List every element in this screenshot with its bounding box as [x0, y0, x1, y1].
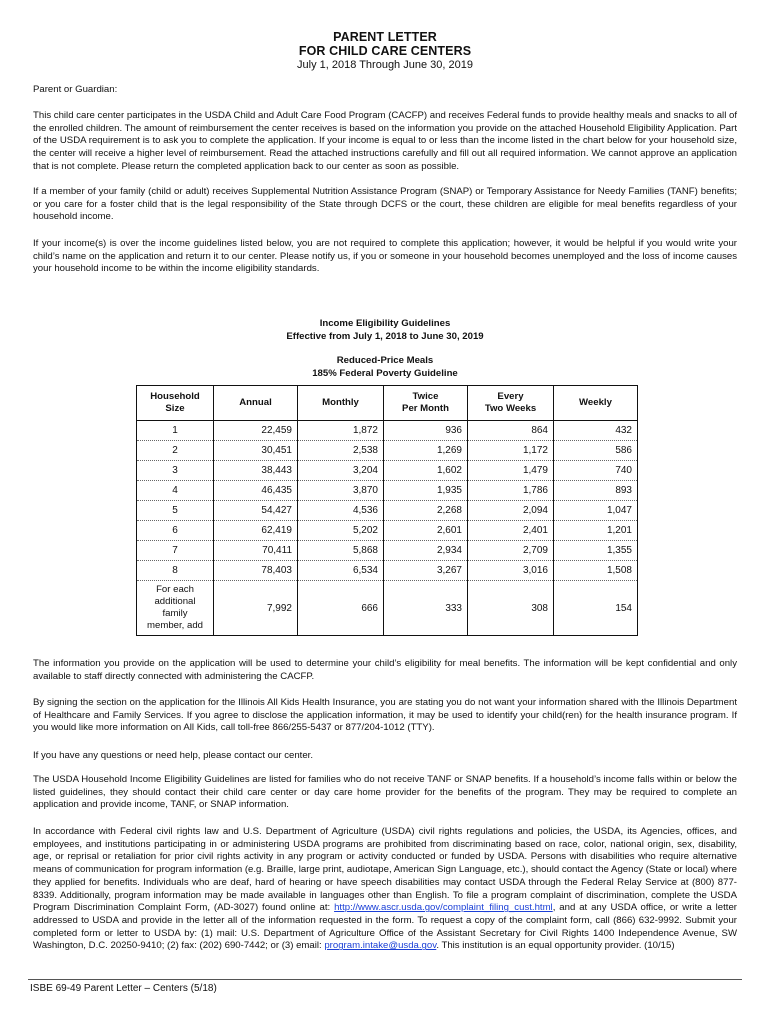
cell-annual: 78,403 [214, 561, 298, 581]
cell-weekly: 1,508 [554, 561, 638, 581]
cell-annual: 62,419 [214, 521, 298, 541]
guidelines-heading [0, 318, 770, 343]
cell-size: 4 [137, 481, 214, 501]
cell-annual: 46,435 [214, 481, 298, 501]
cell-every: 3,016 [468, 561, 554, 581]
table-row [137, 521, 638, 541]
cell-weekly: 432 [554, 421, 638, 441]
cell-every: 2,709 [468, 541, 554, 561]
cell-monthly: 666 [298, 581, 384, 636]
cell-twice: 2,934 [384, 541, 468, 561]
income-eligibility-table [136, 385, 638, 636]
program-intake-email-link[interactable]: program.intake@usda.gov [324, 940, 437, 952]
cell-twice: 2,268 [384, 501, 468, 521]
table-row [137, 461, 638, 481]
table-row [137, 501, 638, 521]
guidelines-subheading [0, 355, 770, 380]
header-household-size: Household Size [137, 386, 214, 421]
cell-size: 6 [137, 521, 214, 541]
cell-monthly: 1,872 [298, 421, 384, 441]
paragraph-questions: If you have any questions or need help, please contact our center. [33, 750, 314, 761]
table-row [137, 541, 638, 561]
paragraph-confidential: The information you provide on the application will be used to determine your child’s eligibility for meal benefits. The information will be kept confidential and only available to staff directly connected with administering the CACFP. [33, 658, 737, 682]
table-row [137, 561, 638, 581]
cell-every: 2,094 [468, 501, 554, 521]
cell-size: 2 [137, 441, 214, 461]
paragraph-snap-tanf: If a member of your family (child or adult) receives Supplemental Nutrition Assistance Program (SNAP) or Temporary Assistance for Needy Families (TANF) benefits; or you care for a foster child that is the legal responsibility of the State through DCFS or the court, these children are eligible for meal benefits regardless of your household income. [33, 186, 737, 223]
table-row [137, 481, 638, 501]
cell-every: 1,786 [468, 481, 554, 501]
cell-weekly: 1,047 [554, 501, 638, 521]
cell-size: 8 [137, 561, 214, 581]
paragraph-all-kids: By signing the section on the application for the Illinois All Kids Health Insurance, you are stating you do not want your information shared with the Illinois Department of Healthcare and Family Services. If you agree to disclose the application information, it may be used to identify your child(ren) for the health insurance program. If you would like more information on All Kids, call toll-free 866/255-5437 or 877/204-1012 (TTY). [33, 697, 737, 734]
paragraph-civil-rights: In accordance with Federal civil rights law and U.S. Department of Agriculture (USDA) civil rights regulations and policies, the USDA, its Agencies, offices, and employees, and institutions participating in or administering USDA programs are prohibited from discriminating based on race, color, national origin, sex, disability, age, or reprisal or retaliation for prior civil rights activity in any program or activity conducted or funded by USDA. Persons with disabilities who require alternative means of communication for program information (e.g. Braille, large print, audiotape, American Sign Language, etc.), should contact the Agency (State or local) where they applied for benefits. Individuals who are deaf, hard of hearing or have speech disabilities may contact USDA through the Federal Relay Service at (800) 877-8339. Additionally, program information may be made available in languages other than English. To file a program complaint of discrimination, complete the USDA Program Discrimination Complaint Form, (AD-3027) found online at: http://www.ascr.usda.gov/complaint_filing_cust.html, and at any USDA office, or write a letter addressed to USDA and provide in the letter all of the information requested in the form. To request a copy of the complaint form, call (866) 632-9992. Submit your completed form or letter to USDA by: (1) mail: U.S. Department of Agriculture Office of the Assistant Secretary for Civil Rights 1400 Independence Avenue, SW Washington, D.C. 20250-9410; (2) fax: (202) 690-7442; or (3) email: program.intake@usda.gov. This institution is an equal opportunity provider. (10/15) [33, 826, 737, 952]
cell-twice: 2,601 [384, 521, 468, 541]
header-monthly: Monthly [298, 386, 384, 421]
cell-twice: 333 [384, 581, 468, 636]
reduced-price-label: Reduced-Price Meals [336, 355, 434, 366]
form-footer: ISBE 69-49 Parent Letter – Centers (5/18) [30, 983, 217, 994]
cell-twice: 1,602 [384, 461, 468, 481]
cell-weekly: 1,201 [554, 521, 638, 541]
cell-annual: 38,443 [214, 461, 298, 481]
cell-weekly: 740 [554, 461, 638, 481]
cell-additional-label: For each additional family member, add [137, 581, 214, 636]
cell-twice: 1,935 [384, 481, 468, 501]
cell-monthly: 5,868 [298, 541, 384, 561]
cell-annual: 7,992 [214, 581, 298, 636]
cell-twice: 1,269 [384, 441, 468, 461]
cell-weekly: 154 [554, 581, 638, 636]
cell-annual: 22,459 [214, 421, 298, 441]
cell-every: 1,479 [468, 461, 554, 481]
header-weekly: Weekly [554, 386, 638, 421]
cell-every: 864 [468, 421, 554, 441]
cell-every: 1,172 [468, 441, 554, 461]
header-annual: Annual [214, 386, 298, 421]
cell-weekly: 586 [554, 441, 638, 461]
letter-header [0, 30, 770, 72]
cell-size: 5 [137, 501, 214, 521]
cell-weekly: 893 [554, 481, 638, 501]
cell-monthly: 4,536 [298, 501, 384, 521]
cell-monthly: 5,202 [298, 521, 384, 541]
cell-annual: 70,411 [214, 541, 298, 561]
period-subtitle: July 1, 2018 Through June 30, 2019 [297, 59, 473, 71]
cell-size: 1 [137, 421, 214, 441]
table-row [137, 421, 638, 441]
table-row-additional-member [137, 581, 638, 636]
table-row [137, 441, 638, 461]
header-twice-per-month: Twice Per Month [384, 386, 468, 421]
salutation: Parent or Guardian: [33, 84, 118, 95]
complaint-form-link[interactable]: http://www.ascr.usda.gov/complaint_filing_cust.html [334, 902, 553, 914]
title-line-2: FOR CHILD CARE CENTERS [298, 44, 472, 58]
cell-monthly: 2,538 [298, 441, 384, 461]
cell-every: 308 [468, 581, 554, 636]
cell-size: 3 [137, 461, 214, 481]
cell-twice: 936 [384, 421, 468, 441]
guidelines-title: Income Eligibility Guidelines [319, 318, 451, 329]
cell-annual: 54,427 [214, 501, 298, 521]
cell-twice: 3,267 [384, 561, 468, 581]
header-every-two-weeks: Every Two Weeks [468, 386, 554, 421]
table-header-row [137, 386, 638, 421]
paragraph-over-income: If your income(s) is over the income guidelines listed below, you are not required to complete this application; however, it would be helpful if you would write your child’s name on the application and return it to our center. Please notify us, if you or someone in your household becomes unemployed and the loss of income causes your household income to be within the income eligibility standards. [33, 238, 737, 275]
title-line-1: PARENT LETTER [333, 30, 437, 44]
guidelines-effective: Effective from July 1, 2018 to June 30, 2019 [286, 330, 484, 342]
cell-monthly: 6,534 [298, 561, 384, 581]
cell-monthly: 3,204 [298, 461, 384, 481]
cell-every: 2,401 [468, 521, 554, 541]
paragraph-income-guidelines: The USDA Household Income Eligibility Guidelines are listed for families who do not receive TANF or SNAP benefits. If a household’s income falls within or below the listed guidelines, they should contact their child care center or day care home provider for the benefits of the program. They may be required to complete an application and provide income, TANF, or SNAP information. [33, 774, 737, 811]
poverty-guideline-label: 185% Federal Poverty Guideline [312, 367, 458, 379]
footer-divider [28, 979, 742, 980]
cell-size: 7 [137, 541, 214, 561]
cell-annual: 30,451 [214, 441, 298, 461]
cell-monthly: 3,870 [298, 481, 384, 501]
paragraph-cacfp: This child care center participates in the USDA Child and Adult Care Food Program (CACFP) and receives Federal funds to provide healthy meals and snacks to all of the enrolled children. The amount of reimbursement the center receives is based on the information you provide on the attached Household Eligibility Application. Part of the USDA requirement is to ask you to complete the application. If your income is equal to or less than the income listed in the chart below for your household size, the center will receive a higher level of reimbursement. Read the attached instructions carefully and fill out all required information. We cannot approve an application that is not complete. Please return the completed application back to our center as soon as possible. [33, 110, 737, 172]
cell-weekly: 1,355 [554, 541, 638, 561]
